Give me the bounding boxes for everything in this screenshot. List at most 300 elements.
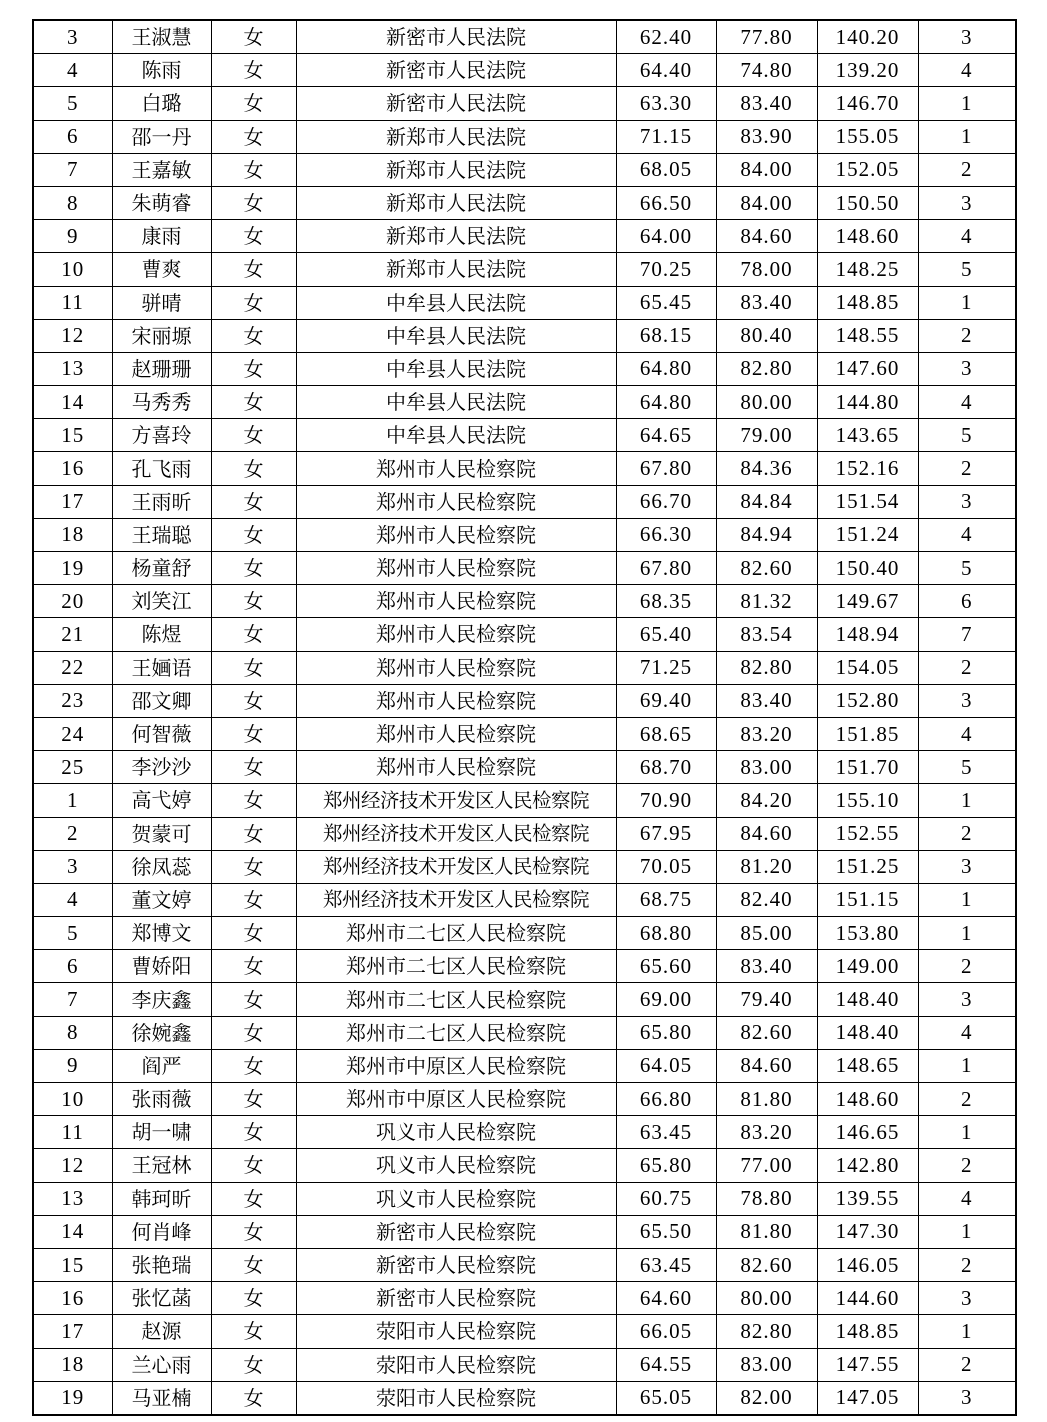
name-cell: 何肖峰 [112,1215,211,1248]
interview-score-cell: 78.80 [716,1182,817,1215]
interview-score-cell: 84.00 [716,186,817,219]
table-row [33,386,1016,419]
rank-cell: 3 [918,684,1016,717]
rank-cell: 2 [918,817,1016,850]
total-score-cell: 149.00 [817,950,918,983]
gender-cell: 女 [211,452,296,485]
name-cell: 徐婉鑫 [112,1016,211,1049]
seq-cell: 11 [33,1116,112,1149]
name-cell: 王嘉敏 [112,153,211,186]
interview-score-cell: 78.00 [716,253,817,286]
total-score-cell: 143.65 [817,419,918,452]
unit-cell: 新郑市人民法院 [296,253,616,286]
name-cell: 李沙沙 [112,751,211,784]
written-score-cell: 70.90 [616,784,716,817]
written-score-cell: 63.30 [616,87,716,120]
gender-cell: 女 [211,850,296,883]
gender-cell: 女 [211,618,296,651]
written-score-cell: 67.80 [616,452,716,485]
name-cell: 张艳瑞 [112,1248,211,1281]
rank-cell: 1 [918,120,1016,153]
total-score-cell: 148.60 [817,220,918,253]
seq-cell: 22 [33,651,112,684]
written-score-cell: 64.80 [616,352,716,385]
total-score-cell: 139.55 [817,1182,918,1215]
gender-cell: 女 [211,286,296,319]
interview-score-cell: 83.40 [716,684,817,717]
table-row [33,1149,1016,1182]
table-row [33,817,1016,850]
total-score-cell: 147.05 [817,1381,918,1415]
written-score-cell: 65.05 [616,1381,716,1415]
written-score-cell: 65.80 [616,1016,716,1049]
seq-cell: 15 [33,1248,112,1281]
name-cell: 张忆菡 [112,1282,211,1315]
rank-cell: 2 [918,651,1016,684]
unit-cell: 巩义市人民检察院 [296,1149,616,1182]
seq-cell: 5 [33,917,112,950]
rank-cell: 4 [918,54,1016,87]
name-cell: 王冠林 [112,1149,211,1182]
written-score-cell: 63.45 [616,1116,716,1149]
name-cell: 李庆鑫 [112,983,211,1016]
name-cell: 高弋婷 [112,784,211,817]
written-score-cell: 68.65 [616,717,716,750]
written-score-cell: 66.80 [616,1083,716,1116]
gender-cell: 女 [211,1083,296,1116]
written-score-cell: 65.50 [616,1215,716,1248]
gender-cell: 女 [211,1315,296,1348]
total-score-cell: 147.55 [817,1348,918,1381]
written-score-cell: 64.80 [616,386,716,419]
rank-cell: 1 [918,1049,1016,1082]
table-row [33,552,1016,585]
name-cell: 马亚楠 [112,1381,211,1415]
seq-cell: 12 [33,1149,112,1182]
interview-score-cell: 82.80 [716,1315,817,1348]
table-row [33,983,1016,1016]
interview-score-cell: 80.00 [716,386,817,419]
seq-cell: 19 [33,1381,112,1415]
table-row [33,120,1016,153]
seq-cell: 7 [33,153,112,186]
written-score-cell: 64.40 [616,54,716,87]
seq-cell: 10 [33,253,112,286]
seq-cell: 2 [33,817,112,850]
interview-score-cell: 83.20 [716,717,817,750]
interview-score-cell: 79.40 [716,983,817,1016]
rank-cell: 2 [918,452,1016,485]
unit-cell: 郑州市二七区人民检察院 [296,917,616,950]
written-score-cell: 65.60 [616,950,716,983]
rank-cell: 2 [918,153,1016,186]
unit-cell: 荥阳市人民检察院 [296,1348,616,1381]
seq-cell: 17 [33,1315,112,1348]
written-score-cell: 66.30 [616,518,716,551]
written-score-cell: 68.75 [616,883,716,916]
interview-score-cell: 80.40 [716,319,817,352]
name-cell: 郑博文 [112,917,211,950]
written-score-cell: 64.00 [616,220,716,253]
total-score-cell: 148.40 [817,983,918,1016]
interview-score-cell: 81.32 [716,585,817,618]
seq-cell: 9 [33,220,112,253]
table-row [33,20,1016,54]
total-score-cell: 154.05 [817,651,918,684]
interview-score-cell: 82.00 [716,1381,817,1415]
rank-cell: 2 [918,1149,1016,1182]
rank-cell: 5 [918,253,1016,286]
seq-cell: 7 [33,983,112,1016]
total-score-cell: 144.80 [817,386,918,419]
gender-cell: 女 [211,1282,296,1315]
written-score-cell: 70.25 [616,253,716,286]
rank-cell: 2 [918,1248,1016,1281]
unit-cell: 中牟县人民法院 [296,319,616,352]
rank-cell: 3 [918,1381,1016,1415]
interview-score-cell: 82.60 [716,1016,817,1049]
seq-cell: 13 [33,1182,112,1215]
gender-cell: 女 [211,1116,296,1149]
table-row [33,717,1016,750]
unit-cell: 郑州市人民检察院 [296,651,616,684]
total-score-cell: 147.30 [817,1215,918,1248]
total-score-cell: 146.05 [817,1248,918,1281]
gender-cell: 女 [211,1182,296,1215]
unit-cell: 新密市人民检察院 [296,1248,616,1281]
name-cell: 刘笑江 [112,585,211,618]
table-row [33,784,1016,817]
table-row [33,485,1016,518]
rank-cell: 2 [918,1083,1016,1116]
seq-cell: 21 [33,618,112,651]
results-table [32,19,1017,1416]
table-row [33,319,1016,352]
interview-score-cell: 74.80 [716,54,817,87]
gender-cell: 女 [211,684,296,717]
gender-cell: 女 [211,917,296,950]
seq-cell: 20 [33,585,112,618]
name-cell: 曹爽 [112,253,211,286]
rank-cell: 4 [918,518,1016,551]
name-cell: 骈晴 [112,286,211,319]
interview-score-cell: 84.20 [716,784,817,817]
interview-score-cell: 83.90 [716,120,817,153]
interview-score-cell: 77.80 [716,20,817,54]
seq-cell: 10 [33,1083,112,1116]
gender-cell: 女 [211,1016,296,1049]
gender-cell: 女 [211,1215,296,1248]
rank-cell: 2 [918,319,1016,352]
gender-cell: 女 [211,983,296,1016]
written-score-cell: 70.05 [616,850,716,883]
total-score-cell: 153.80 [817,917,918,950]
total-score-cell: 148.60 [817,1083,918,1116]
table-row [33,1348,1016,1381]
written-score-cell: 65.40 [616,618,716,651]
gender-cell: 女 [211,120,296,153]
written-score-cell: 68.70 [616,751,716,784]
table-row [33,1315,1016,1348]
unit-cell: 新郑市人民法院 [296,220,616,253]
unit-cell: 新密市人民法院 [296,87,616,120]
seq-cell: 8 [33,186,112,219]
total-score-cell: 151.85 [817,717,918,750]
written-score-cell: 64.60 [616,1282,716,1315]
interview-score-cell: 77.00 [716,1149,817,1182]
table-row [33,684,1016,717]
written-score-cell: 67.95 [616,817,716,850]
seq-cell: 23 [33,684,112,717]
table-row [33,850,1016,883]
rank-cell: 1 [918,1315,1016,1348]
interview-score-cell: 82.80 [716,651,817,684]
table-row [33,1116,1016,1149]
table-row [33,1083,1016,1116]
seq-cell: 14 [33,1215,112,1248]
interview-score-cell: 84.84 [716,485,817,518]
table-row [33,917,1016,950]
unit-cell: 荥阳市人民检察院 [296,1315,616,1348]
interview-score-cell: 81.80 [716,1083,817,1116]
rank-cell: 1 [918,784,1016,817]
seq-cell: 16 [33,452,112,485]
seq-cell: 9 [33,1049,112,1082]
rank-cell: 1 [918,917,1016,950]
rank-cell: 3 [918,485,1016,518]
interview-score-cell: 82.80 [716,352,817,385]
total-score-cell: 155.05 [817,120,918,153]
table-row [33,186,1016,219]
written-score-cell: 60.75 [616,1182,716,1215]
seq-cell: 4 [33,883,112,916]
rank-cell: 4 [918,220,1016,253]
interview-score-cell: 79.00 [716,419,817,452]
unit-cell: 新密市人民检察院 [296,1215,616,1248]
gender-cell: 女 [211,950,296,983]
interview-score-cell: 83.00 [716,1348,817,1381]
rank-cell: 5 [918,419,1016,452]
gender-cell: 女 [211,54,296,87]
written-score-cell: 62.40 [616,20,716,54]
seq-cell: 8 [33,1016,112,1049]
rank-cell: 4 [918,1182,1016,1215]
results-table-body [33,20,1016,1415]
interview-score-cell: 84.60 [716,817,817,850]
unit-cell: 郑州市人民检察院 [296,751,616,784]
name-cell: 陈雨 [112,54,211,87]
rank-cell: 2 [918,950,1016,983]
rank-cell: 2 [918,1348,1016,1381]
seq-cell: 4 [33,54,112,87]
table-row [33,1248,1016,1281]
table-row [33,253,1016,286]
rank-cell: 3 [918,352,1016,385]
total-score-cell: 148.25 [817,253,918,286]
total-score-cell: 151.54 [817,485,918,518]
total-score-cell: 148.40 [817,1016,918,1049]
name-cell: 贺蒙可 [112,817,211,850]
rank-cell: 3 [918,850,1016,883]
name-cell: 邵文卿 [112,684,211,717]
unit-cell: 郑州市二七区人民检察院 [296,1016,616,1049]
name-cell: 胡一啸 [112,1116,211,1149]
gender-cell: 女 [211,153,296,186]
unit-cell: 郑州经济技术开发区人民检察院 [296,883,616,916]
table-row [33,1381,1016,1415]
total-score-cell: 146.65 [817,1116,918,1149]
unit-cell: 中牟县人民法院 [296,286,616,319]
name-cell: 宋丽塬 [112,319,211,352]
unit-cell: 郑州市人民检察院 [296,684,616,717]
unit-cell: 郑州市二七区人民检察院 [296,950,616,983]
table-row [33,54,1016,87]
written-score-cell: 69.40 [616,684,716,717]
name-cell: 孔飞雨 [112,452,211,485]
total-score-cell: 144.60 [817,1282,918,1315]
table-row [33,1182,1016,1215]
name-cell: 方喜玲 [112,419,211,452]
name-cell: 韩珂昕 [112,1182,211,1215]
rank-cell: 1 [918,286,1016,319]
name-cell: 马秀秀 [112,386,211,419]
written-score-cell: 65.45 [616,286,716,319]
table-row [33,518,1016,551]
rank-cell: 4 [918,717,1016,750]
unit-cell: 新郑市人民法院 [296,120,616,153]
total-score-cell: 148.55 [817,319,918,352]
seq-cell: 17 [33,485,112,518]
interview-score-cell: 83.00 [716,751,817,784]
name-cell: 王瑞聪 [112,518,211,551]
gender-cell: 女 [211,1149,296,1182]
written-score-cell: 65.80 [616,1149,716,1182]
rank-cell: 3 [918,186,1016,219]
rank-cell: 3 [918,20,1016,54]
name-cell: 杨童舒 [112,552,211,585]
seq-cell: 3 [33,20,112,54]
total-score-cell: 151.15 [817,883,918,916]
gender-cell: 女 [211,319,296,352]
unit-cell: 郑州市人民检察院 [296,485,616,518]
written-score-cell: 66.70 [616,485,716,518]
gender-cell: 女 [211,485,296,518]
table-row [33,153,1016,186]
rank-cell: 1 [918,87,1016,120]
total-score-cell: 142.80 [817,1149,918,1182]
unit-cell: 新密市人民法院 [296,20,616,54]
unit-cell: 郑州市二七区人民检察院 [296,983,616,1016]
name-cell: 张雨薇 [112,1083,211,1116]
total-score-cell: 140.20 [817,20,918,54]
unit-cell: 中牟县人民法院 [296,419,616,452]
seq-cell: 18 [33,1348,112,1381]
name-cell: 王雨昕 [112,485,211,518]
unit-cell: 郑州市人民检察院 [296,552,616,585]
total-score-cell: 151.25 [817,850,918,883]
written-score-cell: 64.05 [616,1049,716,1082]
name-cell: 赵源 [112,1315,211,1348]
table-row [33,286,1016,319]
seq-cell: 15 [33,419,112,452]
name-cell: 康雨 [112,220,211,253]
rank-cell: 4 [918,386,1016,419]
written-score-cell: 71.25 [616,651,716,684]
interview-score-cell: 84.00 [716,153,817,186]
rank-cell: 7 [918,618,1016,651]
unit-cell: 郑州经济技术开发区人民检察院 [296,784,616,817]
interview-score-cell: 82.60 [716,552,817,585]
seq-cell: 5 [33,87,112,120]
gender-cell: 女 [211,386,296,419]
unit-cell: 郑州市人民检察院 [296,518,616,551]
interview-score-cell: 83.54 [716,618,817,651]
written-score-cell: 68.05 [616,153,716,186]
gender-cell: 女 [211,817,296,850]
unit-cell: 新密市人民检察院 [296,1282,616,1315]
written-score-cell: 68.80 [616,917,716,950]
gender-cell: 女 [211,419,296,452]
unit-cell: 中牟县人民法院 [296,386,616,419]
total-score-cell: 148.94 [817,618,918,651]
seq-cell: 14 [33,386,112,419]
name-cell: 邵一丹 [112,120,211,153]
table-row [33,419,1016,452]
gender-cell: 女 [211,186,296,219]
unit-cell: 郑州经济技术开发区人民检察院 [296,850,616,883]
total-score-cell: 151.24 [817,518,918,551]
gender-cell: 女 [211,20,296,54]
name-cell: 曹娇阳 [112,950,211,983]
unit-cell: 郑州市人民检察院 [296,717,616,750]
table-row [33,1282,1016,1315]
name-cell: 阎严 [112,1049,211,1082]
unit-cell: 新郑市人民法院 [296,153,616,186]
interview-score-cell: 84.60 [716,1049,817,1082]
name-cell: 何智薇 [112,717,211,750]
written-score-cell: 68.15 [616,319,716,352]
interview-score-cell: 84.60 [716,220,817,253]
unit-cell: 巩义市人民检察院 [296,1182,616,1215]
written-score-cell: 64.55 [616,1348,716,1381]
table-row [33,1215,1016,1248]
written-score-cell: 66.50 [616,186,716,219]
gender-cell: 女 [211,784,296,817]
gender-cell: 女 [211,352,296,385]
written-score-cell: 68.35 [616,585,716,618]
interview-score-cell: 85.00 [716,917,817,950]
unit-cell: 新密市人民法院 [296,54,616,87]
total-score-cell: 148.85 [817,1315,918,1348]
rank-cell: 5 [918,751,1016,784]
table-row [33,751,1016,784]
unit-cell: 郑州市人民检察院 [296,585,616,618]
unit-cell: 郑州市中原区人民检察院 [296,1083,616,1116]
gender-cell: 女 [211,1049,296,1082]
interview-score-cell: 81.80 [716,1215,817,1248]
interview-score-cell: 84.94 [716,518,817,551]
total-score-cell: 152.05 [817,153,918,186]
rank-cell: 1 [918,1116,1016,1149]
table-row [33,1049,1016,1082]
seq-cell: 12 [33,319,112,352]
gender-cell: 女 [211,751,296,784]
gender-cell: 女 [211,883,296,916]
table-row [33,651,1016,684]
total-score-cell: 146.70 [817,87,918,120]
rank-cell: 1 [918,1215,1016,1248]
gender-cell: 女 [211,1248,296,1281]
